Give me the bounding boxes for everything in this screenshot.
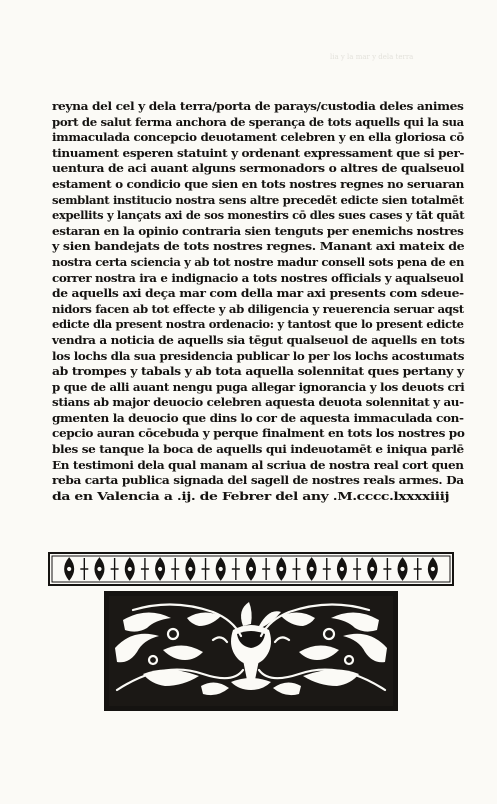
text-line: stians ab major deuocio celebren aquesta deuota solennitat y au- bbox=[52, 395, 464, 410]
border-motif-dot bbox=[430, 566, 435, 571]
border-motif-dot bbox=[400, 566, 405, 571]
text-line: estaran en la opinio contraria sien tenguts per enemichs nostres bbox=[52, 223, 464, 238]
text-line: bles se tanque la boca de aquells qui indeuotamēt e iniqua parlē bbox=[52, 442, 464, 457]
border-motif-dot bbox=[339, 566, 344, 571]
floral-woodcut-ornament bbox=[103, 590, 399, 712]
text-line: expellits y lançats axi de sos monestirs cō dles sues cases y tāt quāt bbox=[52, 208, 465, 223]
text-line: reyna del cel y dela terra/porta de parays/custodia deles animes bbox=[52, 99, 464, 113]
text-line: cepcio auran cōcebuda y perque finalment en tots los nostres po bbox=[52, 426, 465, 441]
text-line: reba carta publica signada del sagell de nostres reals armes. Da bbox=[52, 473, 464, 488]
border-motif-dot bbox=[279, 566, 284, 571]
text-line: immaculada concepcio deuotament celebren y en ella gloriosa cō bbox=[52, 130, 464, 145]
text-line: tinuament esperen statuint y ordenant expressament que si per- bbox=[52, 145, 465, 160]
text-line: uentura de aci auant alguns sermonadors o altres de qualseuol bbox=[52, 161, 465, 176]
text-line: correr nostra ira e indignacio a tots nostres officials y aqualseuol bbox=[52, 270, 464, 285]
text-line: edicte dla present nostra ordenacio: y tantost que lo present edicte bbox=[52, 317, 464, 332]
border-motif-dot bbox=[157, 566, 162, 571]
text-line: ab trompes y tabals y ab tota aquella solennitat ques pertany y bbox=[52, 364, 464, 379]
border-motif-dot bbox=[67, 566, 72, 571]
border-motif-dot bbox=[309, 566, 314, 571]
border-motif-dot bbox=[127, 566, 132, 571]
border-motif-dot bbox=[248, 566, 253, 571]
text-line: de aquells axi deça mar com della mar axi presents com sdeue- bbox=[52, 286, 464, 301]
border-motif-dot bbox=[370, 566, 375, 571]
text-line: semblant institucio nostra sens altre precedēt edicte sien totalmēt bbox=[52, 192, 464, 207]
text-line: estament o condicio que sien en tots nostres regnes no seruaran bbox=[52, 176, 464, 191]
text-line: los lochs dla sua presidencia publicar lo per los lochs acostumats bbox=[52, 348, 465, 363]
text-line: nostra certa sciencia y ab tot nostre madur consell sots pena de en bbox=[52, 254, 465, 269]
text-line: gmenten la deuocio que dins lo cor de aquesta immaculada con- bbox=[52, 410, 464, 425]
incunable-text-block bbox=[52, 99, 464, 504]
show-through-text: lia y la mar y dela terra bbox=[330, 53, 414, 61]
text-line: port de salut ferma anchora de sperança de tots aquells qui la sua bbox=[52, 114, 464, 129]
text-line: vendra a noticia de aquells sia tēgut qualseuol de aquells en tots bbox=[52, 332, 465, 347]
decorative-border-strip bbox=[48, 552, 454, 586]
text-line: p que de alli auant nengu puga allegar ignorancia y los deuots cri bbox=[52, 379, 465, 394]
text-line: nidors facen ab tot effecte y ab diligencia y reuerencia seruar aqst bbox=[52, 301, 464, 316]
text-line: En testimoni dela qual manam al scriua de nostra real cort quen bbox=[52, 457, 464, 472]
border-motif-dot bbox=[218, 566, 223, 571]
border-motif-dot bbox=[97, 566, 102, 571]
border-motif-dot bbox=[188, 566, 193, 571]
text-line: da en Valencia a .ij. de Febrer del any .M.cccc.lxxxxiiij bbox=[52, 488, 450, 503]
text-line: y sien bandejats de tots nostres regnes. Manant axi mateix de bbox=[52, 239, 465, 254]
